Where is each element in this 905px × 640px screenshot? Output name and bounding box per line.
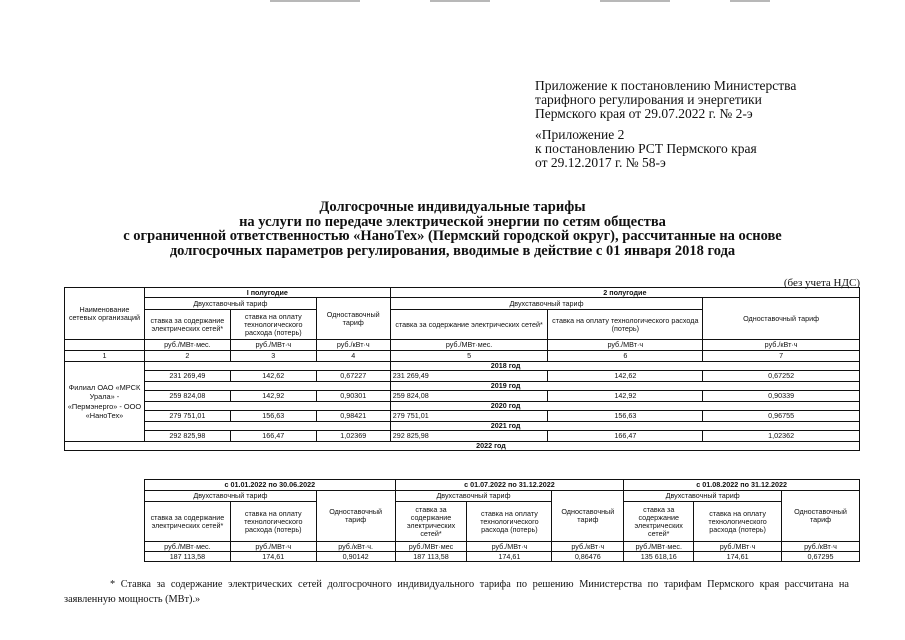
value-cell: 231 269,49 [390, 371, 548, 382]
annex-reference [535, 128, 757, 170]
title-line: Долгосрочные индивидуальные тарифы [319, 199, 586, 215]
year-label: 2022 год [65, 442, 860, 451]
annex-line: «Приложение 2 [535, 127, 625, 142]
value-cell: 142,92 [548, 391, 703, 402]
value-cell: 174,61 [230, 552, 316, 562]
footnote: * Ставка за содержание электрических сетей долгосрочного индивидуального тарифа по решению Министерства по тарифам Пермского края рассчитана на заявленную мощность (МВт).» [64, 579, 849, 605]
column-number: 4 [316, 351, 390, 362]
unit-cell: руб./кВт·ч [316, 340, 390, 351]
value-cell: 142,62 [230, 371, 316, 382]
unit-cell: руб./МВт·ч [230, 340, 316, 351]
one-part-header: Одноставочный тариф [703, 298, 860, 340]
loss-rate-header: ставка на оплату технологического расхода (потерь) [694, 502, 782, 542]
column-number: 2 [144, 351, 230, 362]
value-cell: 279 751,01 [144, 411, 230, 422]
value-cell: 174,61 [467, 552, 552, 562]
tariff-table-2018-2021 [64, 287, 860, 451]
spacer-cell [144, 422, 390, 431]
loss-rate-header: ставка на оплату технологического расхода (потерь) [548, 310, 703, 340]
value-cell: 0,98421 [316, 411, 390, 422]
value-cell: 142,92 [230, 391, 316, 402]
value-cell: 1,02369 [316, 431, 390, 442]
maint-rate-header: ставка за содержание электрических сетей* [395, 502, 467, 542]
value-cell: 187 113,58 [395, 552, 467, 562]
two-part-header: Двухставочный тариф [390, 298, 702, 310]
two-part-header: Двухставочный тариф [144, 298, 316, 310]
year-label: 2018 год [390, 362, 859, 371]
unit-cell: руб./МВт·мес. [144, 340, 230, 351]
spacer-cell [144, 382, 390, 391]
unit-cell: руб./МВт·ч [467, 542, 552, 552]
scan-artifact-line [270, 0, 360, 2]
unit-cell: руб./кВт·ч. [316, 542, 395, 552]
value-cell: 0,90301 [316, 391, 390, 402]
unit-cell: руб./кВт·ч [782, 542, 860, 552]
one-part-header: Одноставочный тариф [782, 491, 860, 542]
half-1-header: I полугодие [144, 288, 390, 298]
value-cell: 187 113,58 [145, 552, 231, 562]
scan-artifact-line [730, 0, 770, 2]
value-cell: 174,61 [694, 552, 782, 562]
value-cell: 0,86476 [552, 552, 624, 562]
scan-artifact-line [600, 0, 670, 2]
value-cell: 135 618,16 [624, 552, 694, 562]
unit-cell: руб./кВт·ч [703, 340, 860, 351]
value-cell: 292 825,98 [144, 431, 230, 442]
value-cell: 142,62 [548, 371, 703, 382]
title-line: с ограниченной ответственностью «НаноТех» (Пермский городской округ), рассчитанные на основе [123, 228, 782, 244]
column-number: 5 [390, 351, 548, 362]
value-cell: 279 751,01 [390, 411, 548, 422]
value-cell: 231 269,49 [144, 371, 230, 382]
column-number: 1 [65, 351, 145, 362]
maint-rate-header: ставка за содержание электрических сетей* [390, 310, 548, 340]
value-cell: 156,63 [548, 411, 703, 422]
period-header: с 01.07.2022 по 31.12.2022 [395, 480, 624, 491]
unit-cell: руб./МВт·ч [694, 542, 782, 552]
scan-artifact-line [430, 0, 490, 2]
value-cell: 0,96755 [703, 411, 860, 422]
value-cell: 292 825,98 [390, 431, 548, 442]
annex-line: Пермского края от 29.07.2022 г. № 2-э [535, 106, 753, 121]
annex-header [535, 79, 796, 121]
value-cell: 259 824,08 [390, 391, 548, 402]
year-label: 2019 год [390, 382, 859, 391]
value-cell: 0,67252 [703, 371, 860, 382]
two-part-header: Двухставочный тариф [145, 491, 317, 502]
one-part-header: Одноставочный тариф [316, 298, 390, 340]
org-name: Филиал ОАО «МРСК Урала» - «Пермэнерго» - ООО «НаноТех» [65, 362, 145, 442]
unit-cell [65, 340, 145, 351]
unit-cell: руб./МВт·ч [230, 542, 316, 552]
value-cell: 0,67295 [782, 552, 860, 562]
value-cell: 0,90142 [316, 552, 395, 562]
annex-line: Приложение к постановлению Министерства [535, 78, 797, 93]
loss-rate-header: ставка на оплату технологического расхода (потерь) [230, 502, 316, 542]
value-cell: 156,63 [230, 411, 316, 422]
value-cell: 166,47 [548, 431, 703, 442]
one-part-header: Одноставочный тариф [552, 491, 624, 542]
unit-cell: руб./кВт·ч [552, 542, 624, 552]
loss-rate-header: ставка на оплату технологического расхода (потерь) [467, 502, 552, 542]
unit-cell: руб./МВт·мес. [145, 542, 231, 552]
period-header: с 01.08.2022 по 31.12.2022 [624, 480, 860, 491]
annex-line: тарифного регулирования и энергетики [535, 92, 762, 107]
column-number: 3 [230, 351, 316, 362]
one-part-header: Одноставочный тариф [316, 491, 395, 542]
value-cell: 0,67227 [316, 371, 390, 382]
value-cell: 1,02362 [703, 431, 860, 442]
half-2-header: 2 полугодие [390, 288, 859, 298]
unit-cell: руб./МВт·ч [548, 340, 703, 351]
two-part-header: Двухставочный тариф [395, 491, 552, 502]
no-vat-note: (без учета НДС) [783, 277, 860, 289]
maint-rate-header: ставка за содержание электрических сетей* [145, 502, 231, 542]
tariff-table-2022 [144, 479, 860, 562]
annex-line: от 29.12.2017 г. № 58-э [535, 155, 666, 170]
value-cell: 0,90339 [703, 391, 860, 402]
unit-cell: руб./МВт·мес. [624, 542, 694, 552]
loss-rate-header: ставка на оплату технологического расхода (потерь) [230, 310, 316, 340]
document-title [0, 200, 905, 258]
year-label: 2020 год [390, 402, 859, 411]
unit-cell: руб./МВт·мес. [390, 340, 548, 351]
spacer-cell [144, 402, 390, 411]
maint-rate-header: ставка за содержание электрических сетей* [624, 502, 694, 542]
annex-line: к постановлению РСТ Пермского края [535, 141, 757, 156]
year-label: 2021 год [390, 422, 859, 431]
two-part-header: Двухставочный тариф [624, 491, 782, 502]
spacer-cell [144, 362, 390, 371]
title-line: долгосрочных параметров регулирования, вводимые в действие с 01 января 2018 года [169, 242, 736, 259]
period-header: с 01.01.2022 по 30.06.2022 [145, 480, 396, 491]
column-number: 7 [703, 351, 860, 362]
value-cell: 166,47 [230, 431, 316, 442]
column-number: 6 [548, 351, 703, 362]
value-cell: 259 824,08 [144, 391, 230, 402]
org-header: Наименование сетевых организаций [65, 288, 145, 340]
unit-cell: руб./МВт·мес [395, 542, 467, 552]
title-line: на услуги по передаче электрической энергии по сетям общества [239, 213, 666, 230]
maint-rate-header: ставка за содержание электрических сетей* [144, 310, 230, 340]
